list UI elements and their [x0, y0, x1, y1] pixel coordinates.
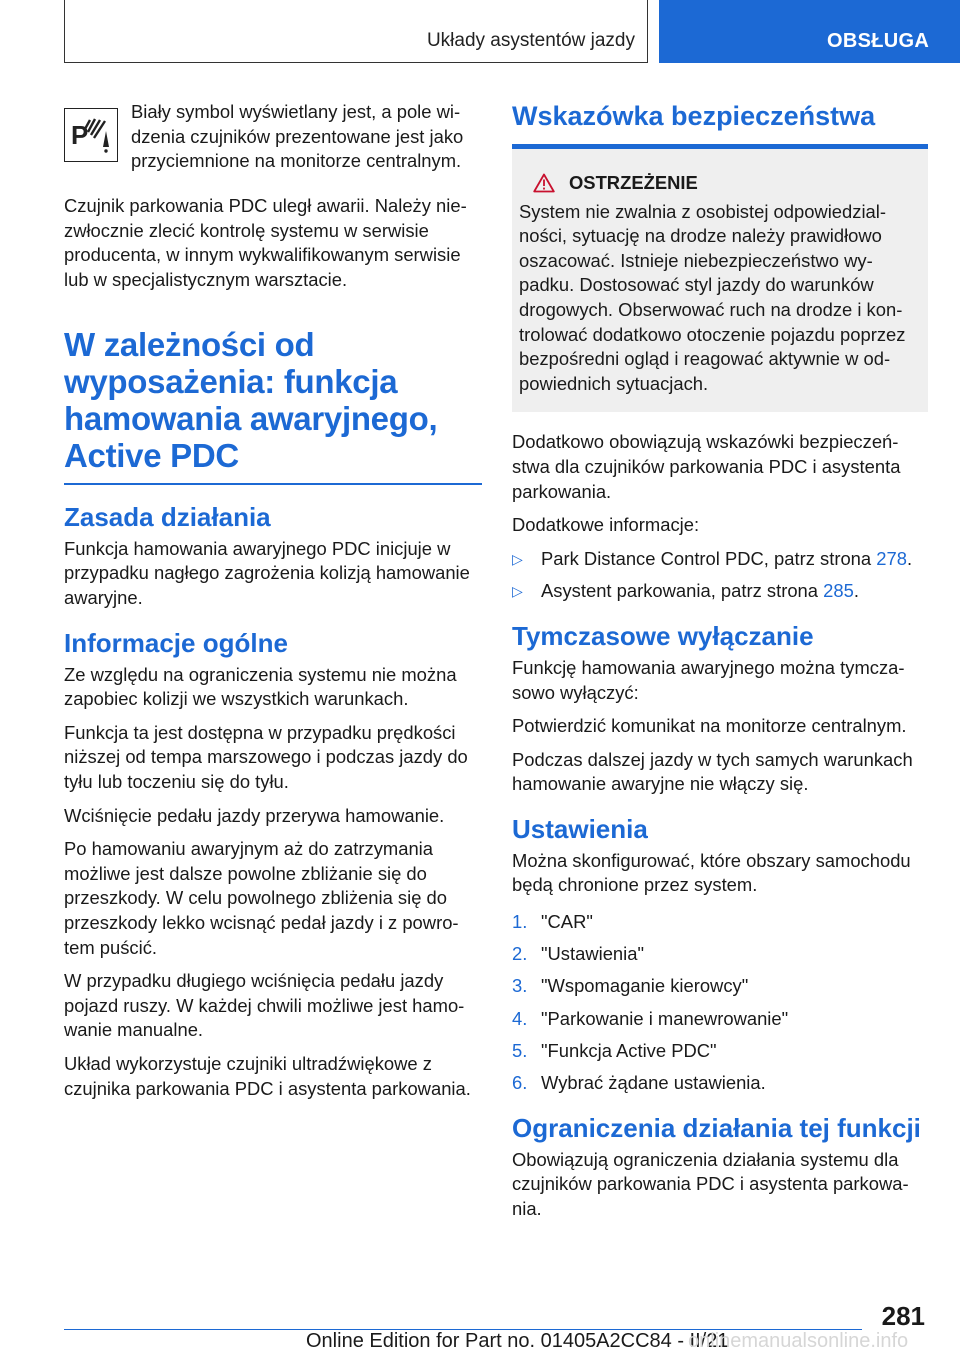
page-link[interactable]: 278 [876, 547, 907, 569]
pdc-sensor-icon [64, 108, 118, 162]
safety-heading: Wskazówka bezpieczeństwa [512, 101, 876, 131]
principle-heading: Zasada działania [64, 501, 271, 532]
settings-steps [512, 910, 928, 1096]
tab-label: OBSŁUGA [827, 30, 930, 52]
section-title: Układy asystentów jazdy [426, 30, 635, 51]
header-box [64, 0, 648, 63]
settings-heading: Ustawienia [512, 813, 648, 844]
general-heading: Informacje ogólne [64, 627, 288, 658]
disable-paragraph: Potwierdzić komunikat na monitorze centralnym. [512, 715, 907, 737]
pdc-symbol-row [64, 100, 482, 178]
general-paragraph: Wciśnięcie pedału jazdy przerywa hamowanie. [64, 804, 445, 826]
pdc-failure-text: Czujnik parkowania PDC uległ awarii. Należy niezwłocznie zlecić kontrolę systemu w serwisie producenta, w innym wykwalifikowanym serwisie lub w specjalistycznym warsztacie. [64, 195, 467, 290]
disable-paragraph: Funkcję hamowania awaryjnego można tymczasowo wyłączyć: [512, 656, 905, 703]
extra-info-label: Dodatkowe informacje: [512, 514, 700, 536]
warning-triangle-icon [533, 173, 555, 193]
step-item: 5. "Funkcja Active PDC" [512, 1039, 717, 1061]
right-column [512, 100, 928, 1230]
main-heading: W zależności od wyposażenia: funkcja hamowania awaryjnego, Active PDC [64, 326, 438, 475]
watermark-site: onlinemanualsonline.info [688, 1330, 909, 1352]
limits-heading: Ograniczenia działania tej funkcji [512, 1112, 921, 1143]
warning-title: OSTRZEŻENIE [569, 172, 698, 193]
triangle-bullet-icon: ▷ [512, 550, 523, 567]
limits-text: Obowiązują ograniczenia działania systemu dla czujników parkowania PDC i asystenta parkowania. [512, 1148, 909, 1219]
general-paragraph: Układ wykorzystuje czujniki ultradźwiękowe z czujnika parkowania PDC i asystenta parkowania. [64, 1052, 471, 1099]
step-item: 3. "Wspomaganie kierowcy" [512, 975, 749, 997]
disable-paragraph: Podczas dalszej jazdy w tych samych warunkach hamowanie awaryjne nie włączy się. [512, 748, 913, 795]
page-number: 281 [881, 1301, 925, 1331]
page-link[interactable]: 285 [823, 580, 854, 602]
warning-box [512, 149, 928, 412]
tab-obsluga[interactable] [659, 0, 960, 63]
list-item: ▷ Park Distance Control PDC, patrz strona 278. [512, 547, 928, 572]
settings-text: Można skonfigurować, które obszary samochodu będą chronione przez system. [512, 849, 911, 896]
svg-text:P: P [71, 120, 89, 150]
extra-safety-text: Dodatkowo obowiązują wskazówki bezpieczeństwa dla czujników parkowania PDC i asystenta parkowania. [512, 431, 901, 502]
triangle-bullet-icon: ▷ [512, 583, 523, 600]
warning-header [519, 171, 918, 196]
left-column [64, 100, 482, 1110]
step-item: 2. "Ustawienia" [512, 943, 645, 965]
step-item: 1. "CAR" [512, 911, 593, 933]
disable-heading: Tymczasowe wyłączanie [512, 620, 814, 651]
principle-text: Funkcja hamowania awaryjnego PDC inicjuje w przypadku nagłego zagrożenia kolizją hamowanie awaryjne. [64, 537, 470, 609]
edition-text: Online Edition for Part no. 01405A2CC84 - II/21 [306, 1330, 729, 1352]
general-paragraph: Ze względu na ograniczenia systemu nie można zapobiec kolizji we wszystkich warunkach. [64, 663, 457, 710]
pdc-symbol-text: Biały symbol wyświetlany jest, a pole widzenia czujników prezentowane jest jako przyciemnione na monitorze centralnym. [131, 101, 464, 172]
step-item: 6. Wybrać żądane ustawienia. [512, 1072, 766, 1093]
general-paragraph: Funkcja ta jest dostępna w przypadku prędkości niższej od tempa marszowego i podczas jazdy do tyłu lub toczeniu się do tyłu. [64, 721, 468, 793]
warning-text: System nie zwalnia z osobistej odpowiedzialności, sytuację na drodze należy prawidłowo oszacować. Istnieje niebezpieczeństwo wypadku. Dostosować styl jazdy do warunków drogowych. Obserwować ruch na drodze i kontrolować dodatkowo otoczenie pojazdu poprzez bezpośredni ogląd i reagować aktywnie w odpowiednich sytuacjach. [519, 200, 906, 394]
heading-divider [64, 483, 482, 485]
step-item: 4. "Parkowanie i manewrowanie" [512, 1007, 789, 1029]
list-item: ▷ Asystent parkowania, patrz strona 285. [512, 579, 928, 604]
general-paragraph: W przypadku długiego wciśnięcia pedału jazdy pojazd ruszy. W każdej chwili możliwe jest hamowanie manualne. [64, 970, 465, 1041]
reference-list [512, 547, 928, 604]
general-paragraph: Po hamowaniu awaryjnym aż do zatrzymania możliwe jest dalsze powolne zbliżanie się do przeszkody. W celu powolnego zbliżenia się do przeszkody lekko wcisnąć pedał jazdy i z powrotem puścić. [64, 838, 459, 958]
